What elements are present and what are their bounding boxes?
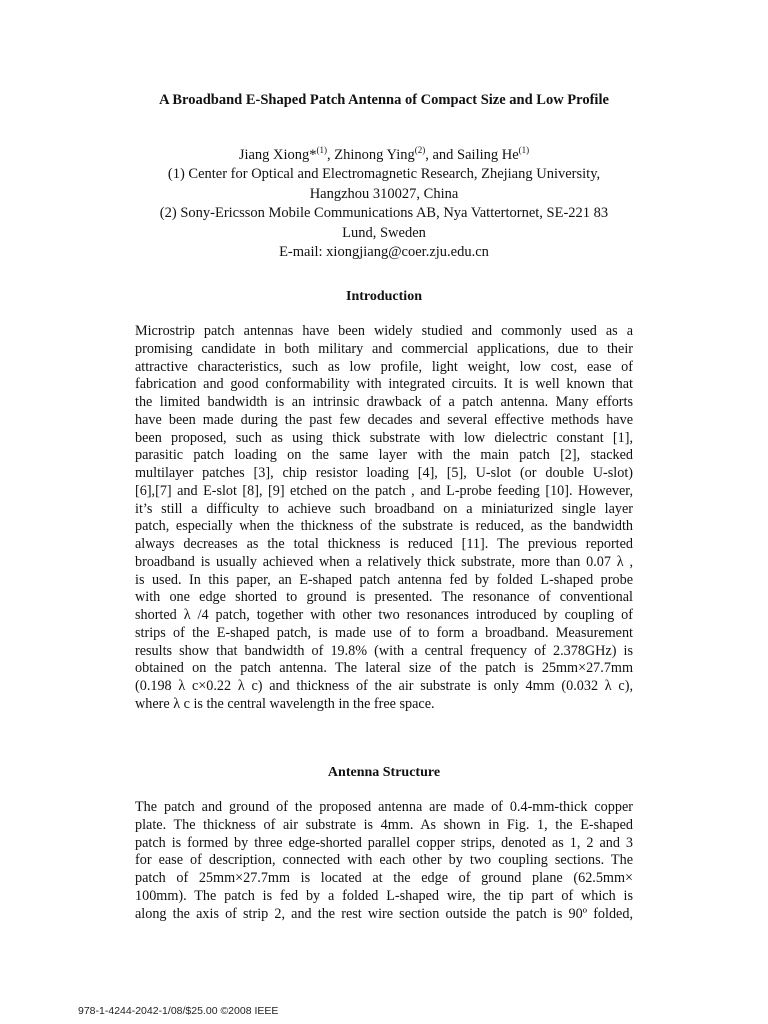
author-2: , Zhinong Ying bbox=[327, 147, 415, 163]
affiliation-line: Hangzhou 310027, China bbox=[309, 185, 459, 202]
text-line: along the axis of strip 2, and the rest wire section outside the patch is 90º folded, bbox=[135, 905, 633, 922]
copyright-footer: 978-1-4244-2042-1/08/$25.00 ©2008 IEEE bbox=[78, 1005, 279, 1017]
antenna-structure-paragraph bbox=[135, 799, 633, 923]
affiliation-line: (1) Center for Optical and Electromagnetic Research, Zhejiang University, bbox=[167, 166, 601, 183]
text-line: have been made during the past few decades and several effective methods have bbox=[135, 411, 633, 428]
text-line: [6],[7] and E-slot [8], [9] etched on the patch , and L-probe feeding [10]. However, bbox=[135, 482, 633, 499]
text-line: patch, especially when the thickness of the substrate is reduced, as the bandwidth bbox=[135, 518, 633, 535]
text-line: broadband is usually achieved when a relatively thick substrate, more than 0.07 λ , bbox=[135, 553, 633, 570]
text-line: is used. In this paper, an E-shaped patch antenna fed by folded L-shaped probe bbox=[135, 571, 633, 588]
text-line: with one edge shorted to ground is presented. The resonance of conventional bbox=[135, 589, 633, 606]
text-line: multilayer patches [3], chip resistor loading [4], [5], U-slot (or double U-slot) bbox=[135, 465, 633, 481]
text-line: fabrication and good conformability with integrated circuits. It is well known that bbox=[135, 376, 633, 393]
affiliation-line: Lund, Sweden bbox=[342, 224, 426, 241]
text-line: strips of the E-shaped patch, is made use of to form a broadband. Measurement bbox=[135, 624, 633, 641]
text-line: parasitic patch loading on the same layer with the main patch [2], stacked bbox=[135, 447, 633, 464]
author-2-affil: (2) bbox=[414, 145, 426, 156]
text-line: promising candidate in both military and commercial applications, due to their bbox=[135, 340, 633, 357]
text-line: Microstrip patch antennas have been widely studied and commonly used as a bbox=[135, 323, 633, 339]
author-3-affil: (1) bbox=[518, 145, 530, 156]
introduction-paragraph bbox=[135, 323, 633, 714]
text-line: where λ c is the central wavelength in the free space. bbox=[135, 695, 435, 712]
author-names bbox=[0, 146, 768, 165]
author-3: , and Sailing He bbox=[425, 147, 519, 163]
text-line: it’s still a difficulty to achieve such broadband on a miniaturized single layer bbox=[135, 500, 633, 517]
text-line: results show that bandwidth of 19.8% (with a central frequency of 2.378GHz) is bbox=[135, 642, 633, 659]
author-block bbox=[0, 146, 768, 262]
text-line: been proposed, such as using thick substrate with low dielectric constant [1], bbox=[135, 429, 633, 446]
text-line: (0.198 λ c×0.22 λ c) and thickness of the air substrate is only 4mm (0.032 λ c), bbox=[135, 678, 633, 694]
affiliation-line: (2) Sony-Ericsson Mobile Communications AB, Nya Vattertornet, SE-221 83 bbox=[159, 205, 609, 222]
text-line: attractive characteristics, such as low profile, light weight, low cost, ease of bbox=[135, 358, 633, 375]
text-line: obtained on the patch antenna. The lateral size of the patch is 25mm×27.7mm bbox=[135, 660, 633, 677]
text-line: the limited bandwidth is an intrinsic drawback of a patch antenna. Many efforts bbox=[135, 394, 633, 410]
text-line: 100mm). The patch is fed by a folded L-shaped wire, the tip part of which is bbox=[135, 887, 633, 904]
text-line: patch is formed by three edge-shorted parallel copper strips, denoted as 1, 2 and 3 bbox=[135, 834, 633, 851]
section-heading-introduction: Introduction bbox=[346, 289, 422, 304]
author-1-affil: (1) bbox=[316, 145, 328, 156]
section-heading-antenna-structure: Antenna Structure bbox=[327, 765, 441, 780]
author-1: Jiang Xiong* bbox=[238, 147, 317, 163]
text-line: always decreases as the total thickness is reduced [11]. The previous reported bbox=[135, 536, 633, 552]
text-line: patch of 25mm×27.7mm is located at the edge of ground plane (62.5mm× bbox=[135, 870, 633, 886]
text-line: plate. The thickness of air substrate is 4mm. As shown in Fig. 1, the E-shaped bbox=[135, 816, 633, 833]
email-line: E-mail: xiongjiang@coer.zju.edu.cn bbox=[279, 244, 489, 261]
paper-title: A Broadband E-Shaped Patch Antenna of Compact Size and Low Profile bbox=[159, 92, 609, 108]
text-line: The patch and ground of the proposed antenna are made of 0.4-mm-thick copper bbox=[135, 799, 633, 815]
text-line: for ease of description, connected with each other by two coupling sections. The bbox=[135, 852, 633, 869]
text-line: shorted λ /4 patch, together with other two resonances introduced by coupling of bbox=[135, 607, 633, 623]
